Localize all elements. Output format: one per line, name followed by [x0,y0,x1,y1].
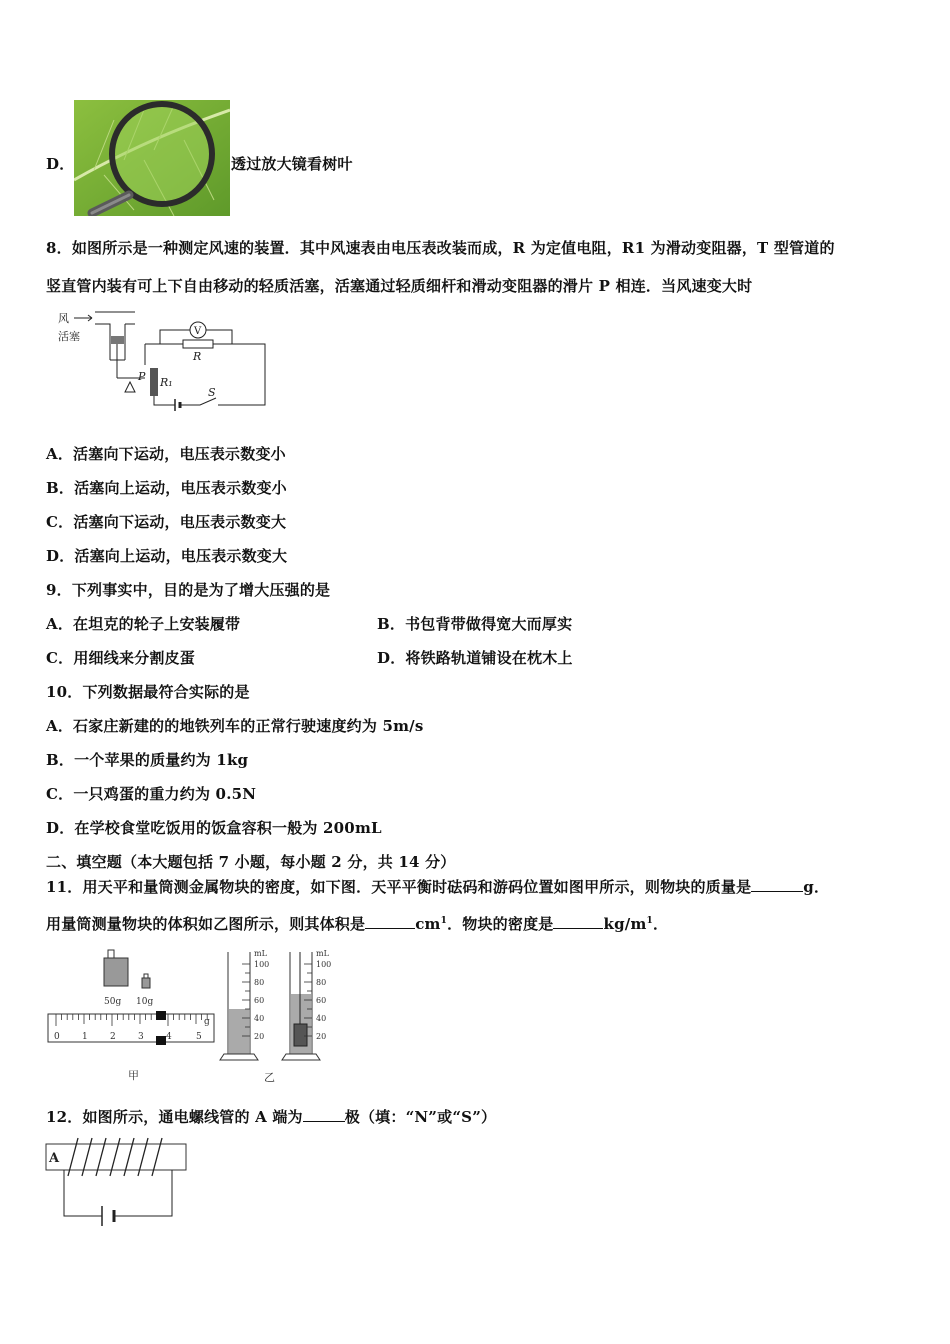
wind-speed-circuit-diagram [50,300,275,415]
balance-figure [46,944,221,1089]
p-label: P [138,370,146,383]
cyl2-tick-40: 40 [316,1014,327,1023]
q11-mass-blank [751,877,803,892]
scale-tick-4: 4 [166,1032,172,1042]
q7-option-d-text: 透过放大镜看树叶 [231,155,353,173]
q10-option-d: D．在学校食堂吃饭用的饭盒容积一般为 200mL [46,819,382,837]
cylinder-figure [216,944,341,1089]
cyl2-tick-80: 80 [316,978,327,987]
cyl1-tick-100: 100 [254,960,270,969]
cyl1-tick-80: 80 [254,978,265,987]
q8-stem-line2: 竖直管内装有可上下自由移动的轻质活塞，活塞通过轻质细杆和滑动变阻器的滑片 P 相连．当风速变大时 [46,277,753,295]
q11-sup-1: 1 [440,916,448,926]
q10-option-b: B．一个苹果的质量约为 1kg [46,751,249,769]
voltmeter-label: V [194,326,202,337]
q11-line1-text: 11．用天平和量筒测金属物块的密度，如下图．天平平衡时砝码和游码位置如图甲所示，则物块的质量是 [46,878,752,896]
q11-volume-blank [365,914,415,929]
cyl2-tick-60: 60 [316,996,327,1005]
q9-option-c: C．用细线来分割皮蛋 [46,649,195,667]
label-yi: 乙 [264,1071,275,1084]
q7-option-d [46,153,74,174]
q11-line2 [46,913,668,934]
q10-option-a: A．石家庄新建的的地铁列车的正常行驶速度约为 5m/s [46,717,424,735]
q9-option-b: B．书包背带做得宽大而厚实 [377,615,573,633]
q11-line1-unit: g． [803,878,830,896]
rider-top [156,1011,166,1020]
solenoid-diagram [44,1136,192,1232]
cyl2-tick-20: 20 [316,1032,327,1041]
scale-tick-3: 3 [138,1032,144,1042]
q11-density-blank [553,914,603,929]
wind-label: 风 [58,312,69,325]
q11-line2-c: ．物块的密度是 [447,915,554,933]
piston-label: 活塞 [58,330,80,343]
cyl1-tick-60: 60 [254,996,265,1005]
q11-line2-d: kg/m [603,915,647,933]
q9-stem: 9．下列事实中，目的是为了增大压强的是 [46,581,331,599]
scale-tick-2: 2 [110,1032,116,1042]
q11-line2-b: cm [415,915,441,933]
q11-sup-2: 1 [646,916,653,926]
rider-bottom [156,1036,166,1045]
scale-tick-1: 1 [82,1032,88,1042]
q12-stem-text: 12．如图所示，通电螺线管的 A 端为 [46,1108,303,1126]
scale-tick-0: 0 [54,1032,60,1042]
q12-stem [46,1106,496,1127]
label-jia: 甲 [128,1069,139,1082]
q12-pole-blank [303,1107,345,1122]
q9-option-d: D．将铁路轨道铺设在枕木上 [377,649,573,667]
q8-stem-line1: 8．如图所示是一种测定风速的装置．其中风速表由电压表改装而成，R 为定值电阻，R1 为滑动变阻器，T 型管道的 [46,239,835,257]
q9-option-a: A．在坦克的轮子上安装履带 [46,615,241,633]
q8-option-b: B．活塞向上运动，电压表示数变小 [46,479,287,497]
cyl1-tick-40: 40 [254,1014,265,1023]
weight-10g-label: 10g [136,997,154,1007]
q7-option-d-label: D． [46,155,75,173]
q8-option-c: C．活塞向下运动，电压表示数变大 [46,513,287,531]
cyl2-tick-100: 100 [316,960,332,969]
leaf-magnifier-image [74,100,230,216]
cyl1-unit: mL [254,949,267,958]
scale-unit: g [204,1017,210,1027]
q11-line1 [46,876,829,897]
cyl1-tick-20: 20 [254,1032,265,1041]
q10-stem: 10．下列数据最符合实际的是 [46,683,250,701]
solenoid-a-label: A [49,1151,60,1166]
section2-heading: 二、填空题（本大题包括 7 小题，每小题 2 分，共 14 分） [46,853,456,871]
s-label: S [208,386,216,399]
r-label: R [193,350,202,363]
q11-line2-e: ． [653,915,669,933]
r1-label: R₁ [160,376,173,389]
scale-tick-5: 5 [196,1032,202,1042]
q10-option-c: C．一只鸡蛋的重力约为 0.5N [46,785,257,803]
weight-50g-label: 50g [104,997,122,1007]
q8-option-d: D．活塞向上运动，电压表示数变大 [46,547,288,565]
q8-option-a: A．活塞向下运动，电压表示数变小 [46,445,286,463]
q12-stem-end: 极（填：“N”或“S”） [344,1108,497,1126]
cyl2-unit: mL [316,949,329,958]
q11-line2-a: 用量筒测量物块的体积如乙图所示，则其体积是 [46,915,366,933]
